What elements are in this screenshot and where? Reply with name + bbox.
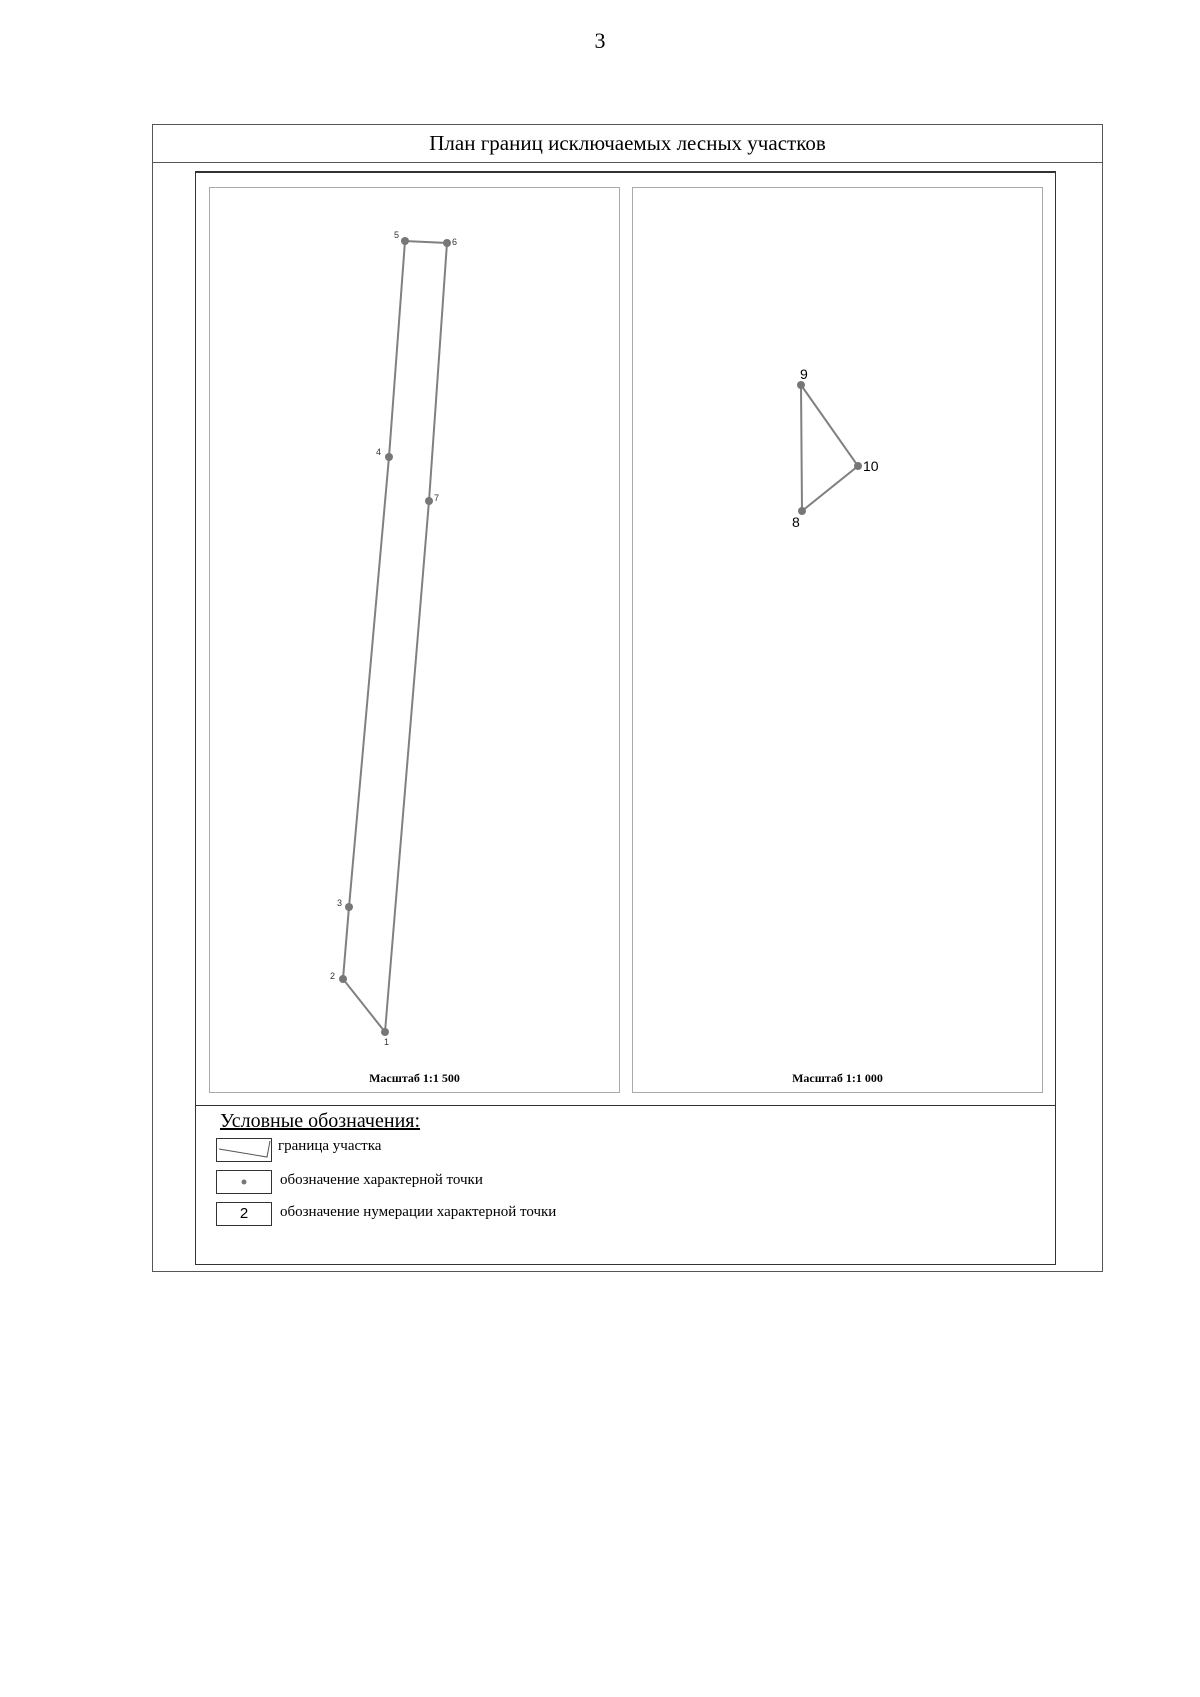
page-number: 3 <box>594 28 606 53</box>
plot-panel-left <box>209 187 620 1093</box>
point-label-6: 6 <box>452 237 458 247</box>
plan-title: План границ исключаемых лесных участков <box>153 125 1102 163</box>
characteristic-point-5 <box>401 237 409 245</box>
characteristic-point-2 <box>339 975 347 983</box>
characteristic-point-9 <box>797 381 805 389</box>
plot-panel-right <box>632 187 1043 1093</box>
legend-boundary-symbol <box>216 1138 272 1162</box>
legend <box>196 1105 1055 1265</box>
legend-point-text: обозначение характерной точки <box>280 1172 483 1188</box>
legend-point-symbol <box>216 1170 272 1194</box>
legend-boundary-text: граница участка <box>278 1138 382 1154</box>
point-label-7: 7 <box>434 493 440 503</box>
point-label-8: 8 <box>792 514 800 530</box>
legend-numbering-text: обозначение нумерации характерной точки <box>280 1204 557 1220</box>
legend-numbering-sample: 2 <box>239 1205 249 1222</box>
point-label-4: 4 <box>376 447 382 457</box>
characteristic-point-4 <box>385 453 393 461</box>
point-label-5: 5 <box>394 230 400 240</box>
plot-left-boundary <box>343 241 447 1032</box>
point-label-2: 2 <box>330 971 336 981</box>
point-label-10: 10 <box>863 458 879 474</box>
scale-label-right: Масштаб 1:1 000 <box>792 1071 883 1085</box>
point-label-1: 1 <box>384 1037 390 1047</box>
legend-numbering-symbol <box>216 1202 272 1226</box>
plot-right-boundary <box>801 385 858 511</box>
characteristic-point-10 <box>854 462 862 470</box>
characteristic-point-7 <box>425 497 433 505</box>
point-label-3: 3 <box>337 898 343 908</box>
point-label-9: 9 <box>800 366 808 382</box>
characteristic-point-6 <box>443 239 451 247</box>
plot-left-svg <box>210 188 619 1092</box>
characteristic-point-3 <box>345 903 353 911</box>
plan-inner-frame <box>195 171 1056 1265</box>
scale-label-left: Масштаб 1:1 500 <box>369 1071 460 1085</box>
plot-right-points <box>797 381 862 515</box>
legend-title: Условные обозначения: <box>220 1110 421 1132</box>
plan-frame <box>152 124 1103 1272</box>
characteristic-point-1 <box>381 1028 389 1036</box>
plot-right-svg <box>633 188 1042 1092</box>
